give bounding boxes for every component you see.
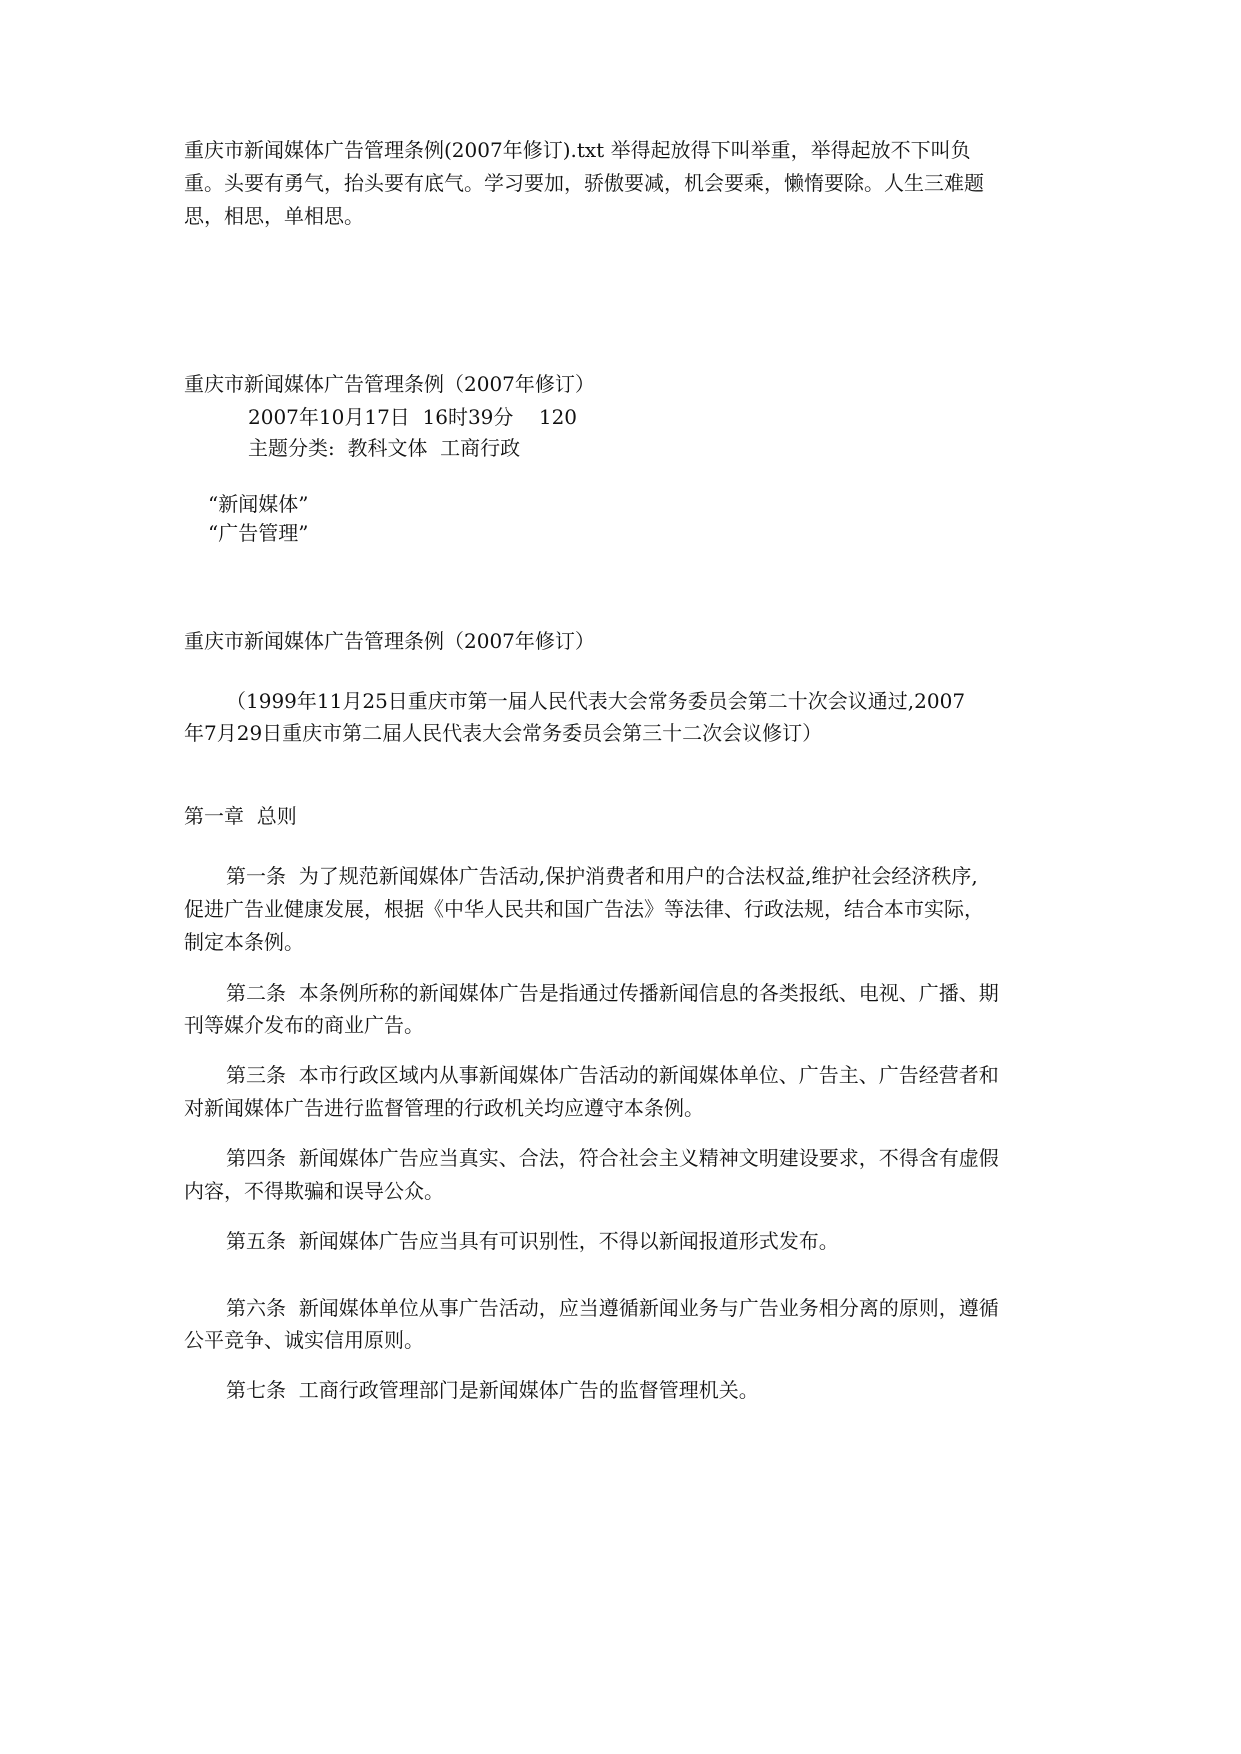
article-5-line-1: 第五条 新闻媒体广告应当具有可识别性，不得以新闻报道形式发布。	[226, 1229, 839, 1253]
article-1-line-1: 第一条 为了规范新闻媒体广告活动,保护消费者和用户的合法权益,维护社会经济秩序,	[226, 864, 978, 888]
keyword-news-media: “新闻媒体”	[208, 492, 309, 516]
article-2-line-2: 刊等媒介发布的商业广告。	[184, 1013, 424, 1037]
meta-datetime: 2007年10月17日 16时39分 120	[248, 405, 578, 429]
header-line-3: 思，相思，单相思。	[184, 204, 364, 228]
article-2-line-1: 第二条 本条例所称的新闻媒体广告是指通过传播新闻信息的各类报纸、电视、广播、期	[226, 981, 999, 1005]
keyword-ad-management: “广告管理”	[208, 521, 309, 545]
header-line-2: 重。头要有勇气，抬头要有底气。学习要加，骄傲要减，机会要乘，懒惰要除。人生三难题	[184, 171, 984, 195]
chapter-heading: 第一章 总则	[184, 804, 297, 828]
adoption-note-line-2: 年7月29日重庆市第二届人民代表大会常务委员会第三十二次会议修订）	[184, 721, 823, 745]
article-3-line-2: 对新闻媒体广告进行监督管理的行政机关均应遵守本条例。	[184, 1096, 704, 1120]
article-6-line-2: 公平竞争、诚实信用原则。	[184, 1328, 424, 1352]
article-7-line-1: 第七条 工商行政管理部门是新闻媒体广告的监督管理机关。	[226, 1378, 759, 1402]
article-6-line-1: 第六条 新闻媒体单位从事广告活动，应当遵循新闻业务与广告业务相分离的原则，遵循	[226, 1296, 999, 1320]
meta-category: 主题分类: 教科文体 工商行政	[248, 436, 521, 460]
article-3-line-1: 第三条 本市行政区域内从事新闻媒体广告活动的新闻媒体单位、广告主、广告经营者和	[226, 1063, 999, 1087]
article-4-line-2: 内容，不得欺骗和误导公众。	[184, 1179, 444, 1203]
regulation-title: 重庆市新闻媒体广告管理条例（2007年修订）	[184, 629, 595, 653]
article-4-line-1: 第四条 新闻媒体广告应当真实、合法，符合社会主义精神文明建设要求，不得含有虚假	[226, 1146, 999, 1170]
adoption-note-line-1: （1999年11月25日重庆市第一届人民代表大会常务委员会第二十次会议通过,2007	[226, 689, 966, 713]
document-title: 重庆市新闻媒体广告管理条例（2007年修订）	[184, 372, 595, 396]
header-line-1: 重庆市新闻媒体广告管理条例(2007年修订).txt 举得起放得下叫举重，举得起放不下叫负	[184, 138, 971, 162]
article-1-line-3: 制定本条例。	[184, 930, 304, 954]
article-1-line-2: 促进广告业健康发展，根据《中华人民共和国广告法》等法律、行政法规，结合本市实际，	[184, 897, 984, 921]
